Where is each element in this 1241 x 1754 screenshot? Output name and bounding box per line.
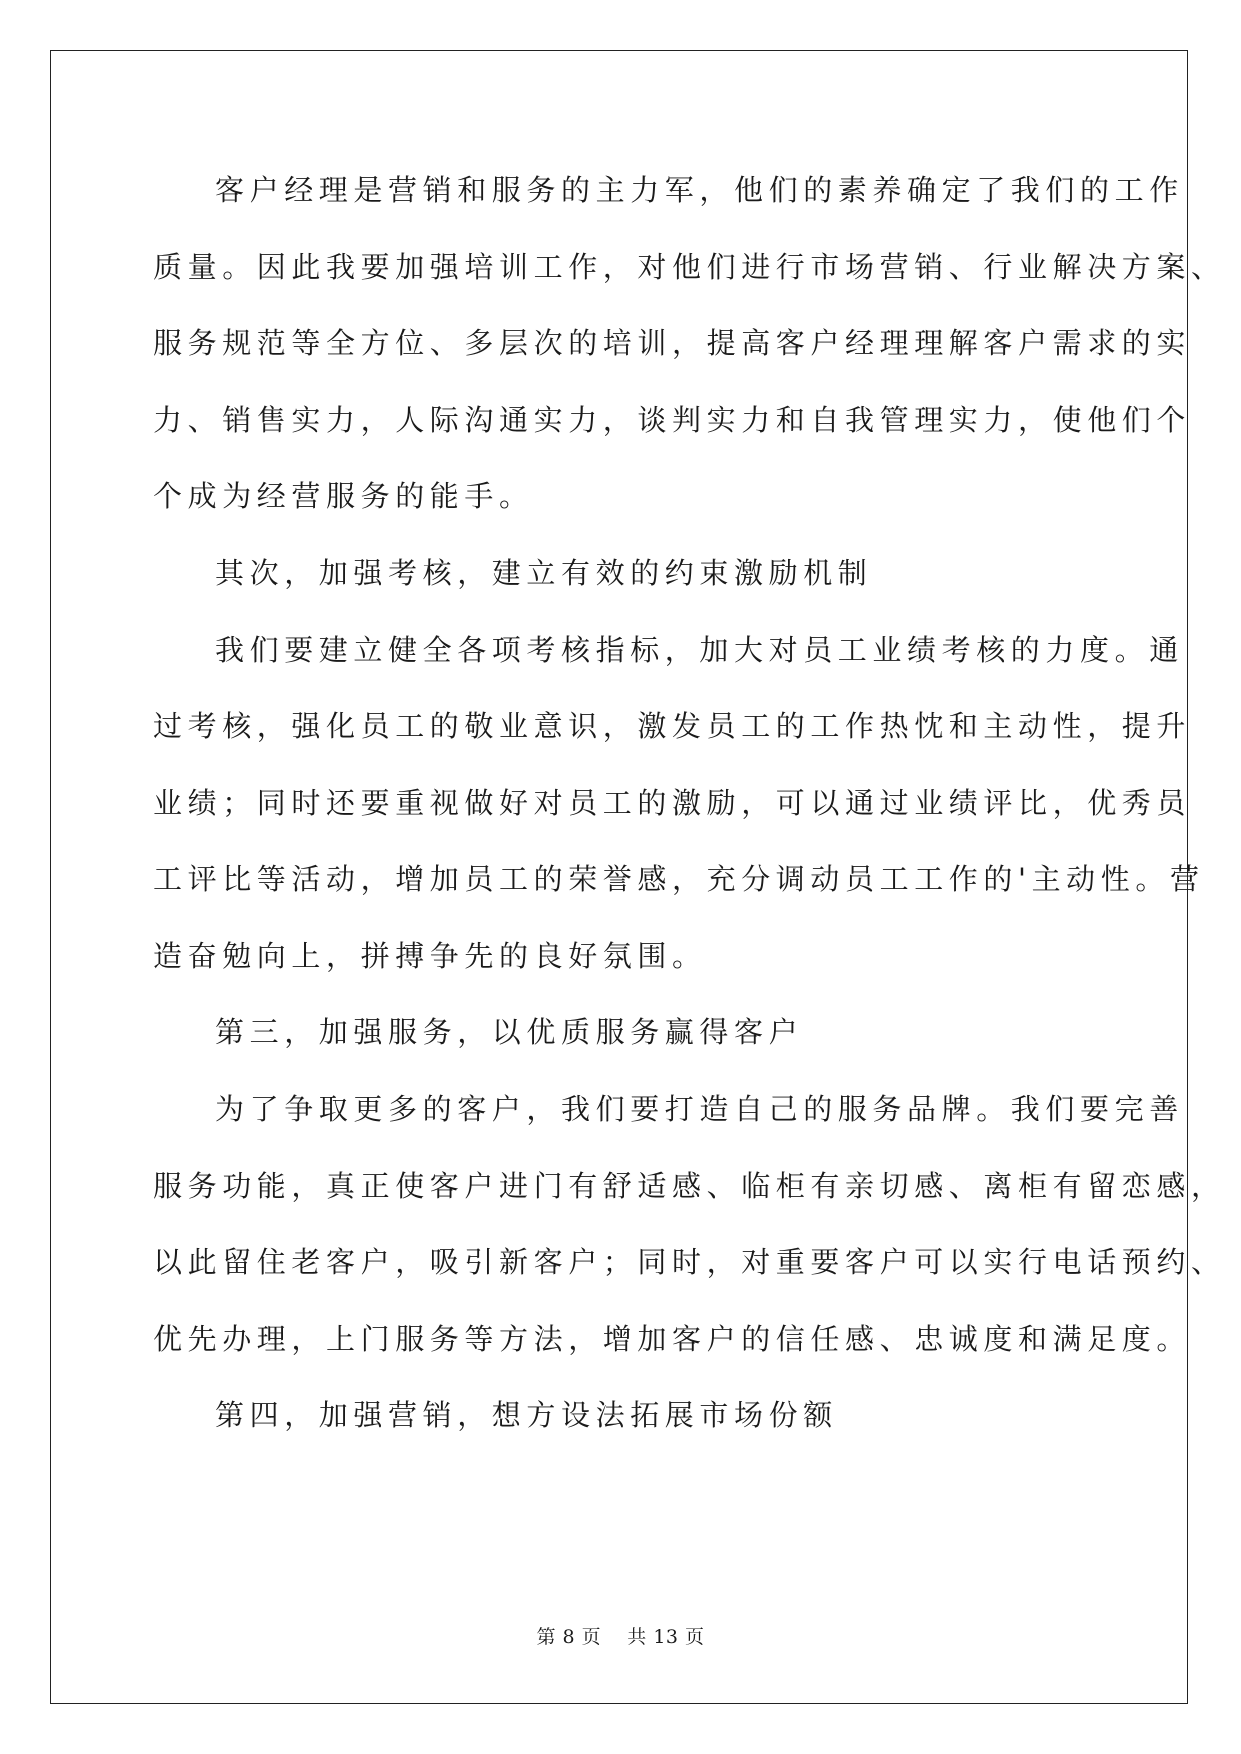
paragraph-3-line-4: 优先办理，上门服务等方法，增加客户的信任感、忠诚度和满足度。: [153, 1322, 1192, 1356]
paragraph-1-line-4: 力、销售实力，人际沟通实力，谈判实力和自我管理实力，使他们个: [153, 403, 1192, 437]
paragraph-2-line-3: 业绩；同时还要重视做好对员工的激励，可以通过业绩评比，优秀员: [153, 786, 1192, 820]
paragraph-1-line-3: 服务规范等全方位、多层次的培训，提高客户经理理解客户需求的实: [153, 326, 1192, 360]
paragraph-2-line-2: 过考核，强化员工的敬业意识，激发员工的工作热忱和主动性，提升: [153, 709, 1192, 743]
paragraph-3-line-2: 服务功能，真正使客户进门有舒适感、临柜有亲切感、离柜有留恋感，: [153, 1169, 1226, 1203]
paragraph-1-line-5: 个成为经营服务的能手。: [153, 479, 534, 513]
paragraph-2-line-4: 工评比等活动，增加员工的荣誉感，充分调动员工工作的'主动性。营: [153, 862, 1205, 896]
section-heading-4: 第四，加强营销，想方设法拓展市场份额: [215, 1398, 838, 1432]
section-heading-3: 第三，加强服务，以优质服务赢得客户: [215, 1015, 804, 1049]
section-heading-2: 其次，加强考核，建立有效的约束激励机制: [215, 556, 873, 590]
paragraph-2-line-5: 造奋勉向上，拼搏争先的良好氛围。: [153, 939, 707, 973]
paragraph-3-line-3: 以此留住老客户，吸引新客户；同时，对重要客户可以实行电话预约、: [153, 1245, 1226, 1279]
page-number-footer: 第 8 页 共 13 页: [536, 1626, 705, 1648]
paragraph-1-line-2: 质量。因此我要加强培训工作，对他们进行市场营销、行业解决方案、: [153, 250, 1226, 284]
paragraph-1-line-1: 客户经理是营销和服务的主力军，他们的素养确定了我们的工作: [215, 173, 1184, 207]
paragraph-2-line-1: 我们要建立健全各项考核指标，加大对员工业绩考核的力度。通: [215, 633, 1184, 667]
paragraph-3-line-1: 为了争取更多的客户，我们要打造自己的服务品牌。我们要完善: [215, 1092, 1184, 1126]
